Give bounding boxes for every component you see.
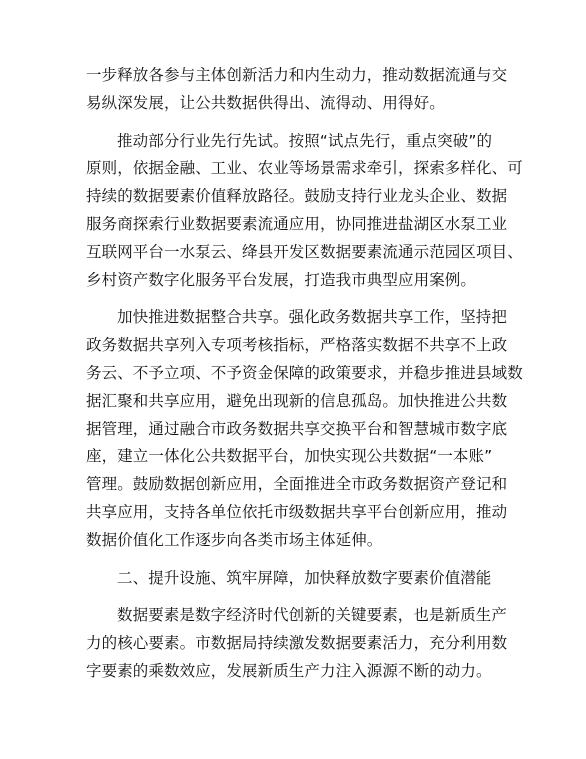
text-line: 原则，依据金融、工业、农业等场景需求牵引，探索多样化、可 [86,159,523,178]
text-line: 服务商探索行业数据要素流通应用，协同推进盐湖区水泵工业 [86,214,508,233]
text-line: 据汇聚和共享应用，避免出现新的信息孤岛。加快推进公共数 [86,391,508,410]
text-line: 共享应用，支持各单位依托市级数据共享平台创新应用，推动 [86,502,508,521]
paragraph-continuation [86,62,506,118]
text-line: 加快推进数据整合共享。强化政务数据共享工作，坚持把 [117,308,508,327]
section-heading [86,565,506,593]
text-line: 乡村资产数字化服务平台发展，打造我市典型应用案例。 [86,270,477,289]
text-line: 数据价值化工作逐步向各类市场主体延伸。 [86,530,383,549]
paragraph-data-sharing [86,304,523,554]
text-line: 据管理，通过融合市政务数据共享交换平台和智慧城市数字底 [86,419,508,438]
text-line: 数据要素是数字经济时代创新的关键要素，也是新质生产 [117,606,508,625]
text-line: 推动部分行业先行先试。按照“试点先行，重点突破”的 [117,131,493,150]
text-line: 持续的数据要素价值释放路径。鼓励支持行业龙头企业、数据 [86,187,508,206]
text-line: 座，建立一体化公共数据平台，加快实现公共数据“一本账” [86,447,493,466]
text-line: 互联网平台一水泵云、绛县开发区数据要素流通示范园区项目、 [86,242,523,261]
text-line: 字要素的乘数效应，发展新质生产力注入源源不断的动力。 [86,661,492,680]
paragraph-data-elements [86,602,506,685]
text-line: 政务数据共享列入专项考核指标，严格落实数据不共享不上政 [86,336,508,355]
text-line: 务云、不予立项、不予资金保障的政策要求，并稳步推进县域数 [86,363,523,382]
document-body [86,62,523,686]
text-line: 管理。鼓励数据创新应用，全面推进全市政务数据资产登记和 [86,475,508,494]
text-line: 一步释放各参与主体创新活力和内生动力，推动数据流通与交 [86,66,508,84]
heading-line: 二、提升设施、筑牢屏障，加快释放数字要素价值潜能 [117,568,492,587]
text-line: 易纵深发展，让公共数据供得出、流得动、用得好。 [86,93,445,112]
paragraph-industry-pilot [86,128,523,295]
text-line: 力的核心要素。市数据局持续激发数据要素活力，充分利用数 [86,634,508,653]
